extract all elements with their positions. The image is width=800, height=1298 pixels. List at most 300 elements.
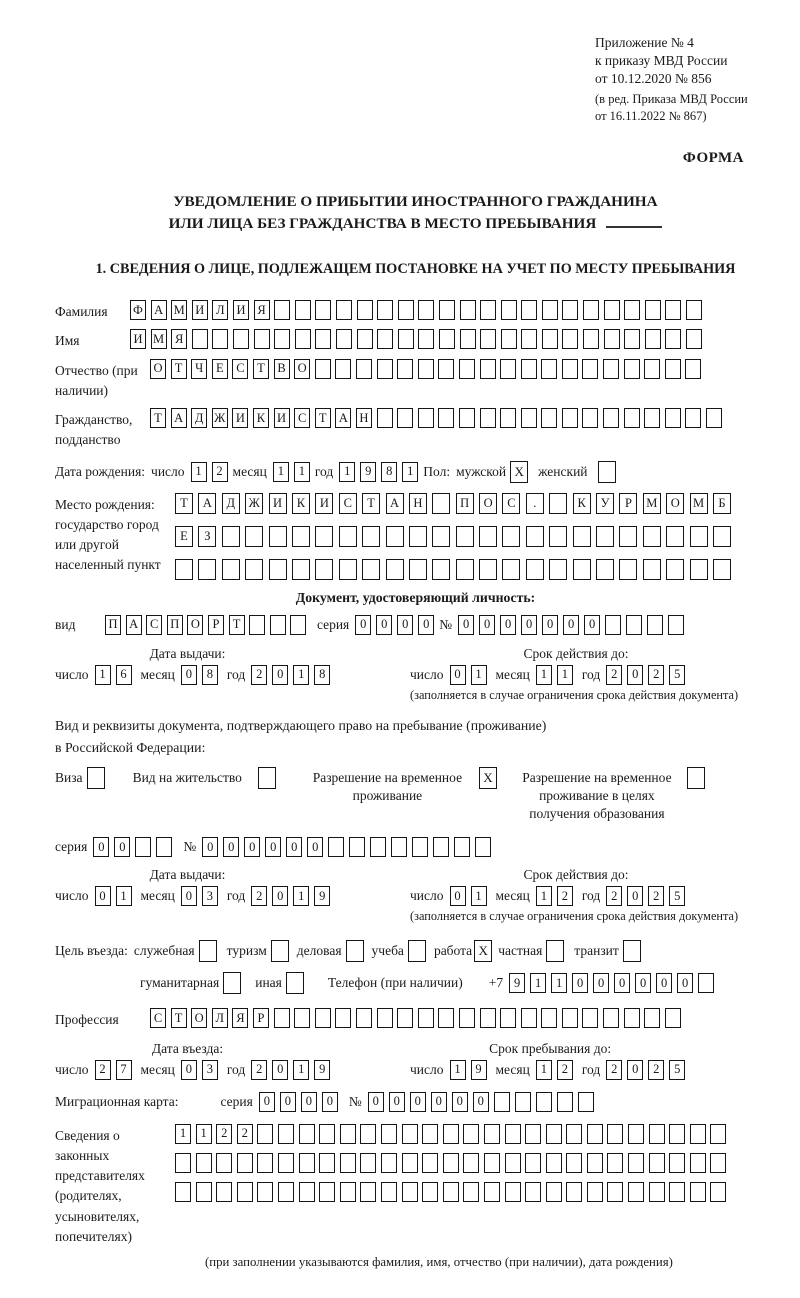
char-cell[interactable]: А <box>171 408 187 428</box>
char-cell[interactable] <box>349 837 365 857</box>
char-cell[interactable]: . <box>526 493 544 514</box>
purpose-study-checkbox[interactable] <box>408 940 426 962</box>
char-cell[interactable]: 0 <box>301 1092 317 1112</box>
char-cell[interactable] <box>502 526 520 547</box>
char-cell[interactable] <box>245 526 263 547</box>
char-cell[interactable] <box>278 1124 294 1144</box>
char-cell[interactable]: Л <box>212 1008 228 1028</box>
char-cell[interactable]: 1 <box>450 1060 466 1080</box>
char-cell[interactable]: 1 <box>293 665 309 685</box>
char-cell[interactable]: 2 <box>557 1060 573 1080</box>
char-cell[interactable] <box>526 559 544 580</box>
purpose-private-checkbox[interactable] <box>546 940 564 962</box>
char-cell[interactable] <box>643 559 661 580</box>
char-cell[interactable]: 1 <box>196 1124 212 1144</box>
char-cell[interactable]: 9 <box>314 886 330 906</box>
char-cell[interactable]: С <box>339 493 357 514</box>
char-cell[interactable]: Ч <box>191 359 207 379</box>
char-cell[interactable] <box>690 526 708 547</box>
char-cell[interactable] <box>596 559 614 580</box>
char-cell[interactable] <box>377 359 393 379</box>
char-cell[interactable]: 9 <box>471 1060 487 1080</box>
char-cell[interactable]: 0 <box>368 1092 384 1112</box>
char-cell[interactable] <box>274 1008 290 1028</box>
char-cell[interactable]: 0 <box>593 973 609 993</box>
char-cell[interactable] <box>315 300 331 320</box>
char-cell[interactable] <box>459 408 475 428</box>
char-cell[interactable]: 1 <box>557 665 573 685</box>
char-cell[interactable]: 2 <box>251 1060 267 1080</box>
char-cell[interactable]: 1 <box>293 1060 309 1080</box>
purpose-tourism-checkbox[interactable] <box>271 940 289 962</box>
char-cell[interactable]: 1 <box>293 886 309 906</box>
char-cell[interactable] <box>422 1182 438 1202</box>
char-cell[interactable] <box>603 408 619 428</box>
char-cell[interactable]: 0 <box>114 837 130 857</box>
char-cell[interactable]: 0 <box>272 886 288 906</box>
char-cell[interactable] <box>557 1092 573 1112</box>
char-cell[interactable]: 0 <box>563 615 579 635</box>
char-cell[interactable]: Т <box>229 615 245 635</box>
char-cell[interactable] <box>644 408 660 428</box>
char-cell[interactable] <box>315 1008 331 1028</box>
char-cell[interactable]: П <box>105 615 121 635</box>
char-cell[interactable]: 0 <box>307 837 323 857</box>
char-cell[interactable] <box>135 837 151 857</box>
char-cell[interactable] <box>438 408 454 428</box>
char-cell[interactable]: 0 <box>181 886 197 906</box>
char-cell[interactable]: 0 <box>572 973 588 993</box>
char-cell[interactable]: 7 <box>116 1060 132 1080</box>
char-cell[interactable]: Н <box>356 408 372 428</box>
char-cell[interactable]: Н <box>409 493 427 514</box>
char-cell[interactable]: 3 <box>202 1060 218 1080</box>
char-cell[interactable] <box>233 329 249 349</box>
char-cell[interactable] <box>500 1008 516 1028</box>
char-cell[interactable] <box>315 526 333 547</box>
char-cell[interactable] <box>624 300 640 320</box>
char-cell[interactable]: И <box>130 329 146 349</box>
char-cell[interactable] <box>439 329 455 349</box>
char-cell[interactable]: 0 <box>376 615 392 635</box>
char-cell[interactable]: 2 <box>216 1124 232 1144</box>
char-cell[interactable] <box>541 359 557 379</box>
char-cell[interactable] <box>578 1092 594 1112</box>
char-cell[interactable] <box>292 526 310 547</box>
char-cell[interactable]: 0 <box>627 665 643 685</box>
char-cell[interactable] <box>582 408 598 428</box>
char-cell[interactable] <box>665 300 681 320</box>
char-cell[interactable]: С <box>294 408 310 428</box>
char-cell[interactable]: 0 <box>452 1092 468 1112</box>
char-cell[interactable]: 0 <box>93 837 109 857</box>
char-cell[interactable]: 0 <box>677 973 693 993</box>
char-cell[interactable] <box>710 1124 726 1144</box>
char-cell[interactable] <box>370 837 386 857</box>
char-cell[interactable]: С <box>150 1008 166 1028</box>
char-cell[interactable]: И <box>274 408 290 428</box>
char-cell[interactable] <box>669 1182 685 1202</box>
char-cell[interactable] <box>460 329 476 349</box>
char-cell[interactable] <box>402 1124 418 1144</box>
sex-male-checkbox[interactable]: X <box>510 461 528 483</box>
char-cell[interactable] <box>665 1008 681 1028</box>
char-cell[interactable] <box>515 1092 531 1112</box>
char-cell[interactable]: 0 <box>244 837 260 857</box>
char-cell[interactable] <box>605 615 621 635</box>
char-cell[interactable] <box>357 329 373 349</box>
char-cell[interactable]: 0 <box>223 837 239 857</box>
char-cell[interactable] <box>521 1008 537 1028</box>
char-cell[interactable] <box>315 329 331 349</box>
char-cell[interactable] <box>432 559 450 580</box>
char-cell[interactable] <box>418 300 434 320</box>
char-cell[interactable]: С <box>232 359 248 379</box>
char-cell[interactable]: 5 <box>669 1060 685 1080</box>
char-cell[interactable]: 1 <box>471 886 487 906</box>
char-cell[interactable] <box>525 1182 541 1202</box>
char-cell[interactable] <box>360 1182 376 1202</box>
char-cell[interactable] <box>456 559 474 580</box>
char-cell[interactable] <box>624 1008 640 1028</box>
char-cell[interactable] <box>665 408 681 428</box>
char-cell[interactable] <box>583 329 599 349</box>
char-cell[interactable]: Т <box>171 1008 187 1028</box>
char-cell[interactable]: Д <box>222 493 240 514</box>
char-cell[interactable] <box>463 1124 479 1144</box>
char-cell[interactable] <box>566 1182 582 1202</box>
char-cell[interactable]: К <box>253 408 269 428</box>
char-cell[interactable] <box>685 408 701 428</box>
char-cell[interactable] <box>336 329 352 349</box>
char-cell[interactable]: Д <box>191 408 207 428</box>
char-cell[interactable] <box>274 329 290 349</box>
char-cell[interactable] <box>500 408 516 428</box>
char-cell[interactable]: 1 <box>402 462 418 482</box>
char-cell[interactable] <box>377 300 393 320</box>
char-cell[interactable] <box>607 1124 623 1144</box>
char-cell[interactable]: 0 <box>542 615 558 635</box>
char-cell[interactable] <box>433 837 449 857</box>
char-cell[interactable]: Т <box>175 493 193 514</box>
char-cell[interactable] <box>381 1124 397 1144</box>
char-cell[interactable] <box>274 300 290 320</box>
char-cell[interactable]: 0 <box>656 973 672 993</box>
char-cell[interactable] <box>198 559 216 580</box>
char-cell[interactable] <box>460 300 476 320</box>
char-cell[interactable] <box>685 359 701 379</box>
char-cell[interactable] <box>690 1124 706 1144</box>
char-cell[interactable] <box>381 1182 397 1202</box>
char-cell[interactable]: 0 <box>450 886 466 906</box>
char-cell[interactable] <box>562 359 578 379</box>
char-cell[interactable]: 0 <box>95 886 111 906</box>
char-cell[interactable] <box>328 837 344 857</box>
char-cell[interactable]: 0 <box>272 1060 288 1080</box>
char-cell[interactable] <box>480 1008 496 1028</box>
char-cell[interactable] <box>418 408 434 428</box>
char-cell[interactable]: 2 <box>648 886 664 906</box>
char-cell[interactable] <box>438 1008 454 1028</box>
char-cell[interactable] <box>480 329 496 349</box>
char-cell[interactable]: 0 <box>410 1092 426 1112</box>
char-cell[interactable] <box>619 526 637 547</box>
char-cell[interactable]: 0 <box>584 615 600 635</box>
char-cell[interactable]: 0 <box>627 886 643 906</box>
char-cell[interactable] <box>402 1182 418 1202</box>
char-cell[interactable] <box>339 526 357 547</box>
char-cell[interactable]: К <box>292 493 310 514</box>
char-cell[interactable]: Л <box>212 300 228 320</box>
char-cell[interactable]: Т <box>171 359 187 379</box>
char-cell[interactable] <box>669 1124 685 1144</box>
char-cell[interactable] <box>596 526 614 547</box>
char-cell[interactable]: 0 <box>614 973 630 993</box>
char-cell[interactable]: Я <box>254 300 270 320</box>
char-cell[interactable]: И <box>315 493 333 514</box>
char-cell[interactable]: Я <box>232 1008 248 1028</box>
sex-female-checkbox[interactable] <box>598 461 616 483</box>
char-cell[interactable] <box>315 359 331 379</box>
char-cell[interactable]: С <box>146 615 162 635</box>
char-cell[interactable] <box>216 1182 232 1202</box>
purpose-business-checkbox[interactable] <box>346 940 364 962</box>
char-cell[interactable] <box>628 1182 644 1202</box>
char-cell[interactable]: М <box>171 300 187 320</box>
char-cell[interactable]: А <box>198 493 216 514</box>
char-cell[interactable] <box>398 300 414 320</box>
char-cell[interactable] <box>356 1008 372 1028</box>
char-cell[interactable]: Ж <box>212 408 228 428</box>
char-cell[interactable]: А <box>335 408 351 428</box>
char-cell[interactable] <box>666 559 684 580</box>
char-cell[interactable]: А <box>386 493 404 514</box>
char-cell[interactable] <box>480 408 496 428</box>
char-cell[interactable]: 0 <box>272 665 288 685</box>
char-cell[interactable]: 9 <box>509 973 525 993</box>
char-cell[interactable] <box>362 559 380 580</box>
char-cell[interactable] <box>336 300 352 320</box>
char-cell[interactable] <box>494 1092 510 1112</box>
char-cell[interactable]: И <box>192 300 208 320</box>
char-cell[interactable]: 0 <box>500 615 516 635</box>
char-cell[interactable]: 8 <box>202 665 218 685</box>
char-cell[interactable] <box>319 1182 335 1202</box>
char-cell[interactable] <box>377 329 393 349</box>
char-cell[interactable]: Т <box>150 408 166 428</box>
char-cell[interactable]: 1 <box>530 973 546 993</box>
char-cell[interactable]: А <box>126 615 142 635</box>
char-cell[interactable] <box>502 559 520 580</box>
char-cell[interactable] <box>443 1124 459 1144</box>
char-cell[interactable] <box>257 1124 273 1144</box>
char-cell[interactable]: 8 <box>381 462 397 482</box>
char-cell[interactable] <box>604 300 620 320</box>
char-cell[interactable] <box>386 526 404 547</box>
char-cell[interactable] <box>583 300 599 320</box>
char-cell[interactable] <box>391 837 407 857</box>
char-cell[interactable]: 8 <box>314 665 330 685</box>
char-cell[interactable]: 2 <box>557 886 573 906</box>
char-cell[interactable] <box>542 329 558 349</box>
char-cell[interactable] <box>603 1008 619 1028</box>
char-cell[interactable]: 0 <box>431 1092 447 1112</box>
char-cell[interactable] <box>546 1182 562 1202</box>
char-cell[interactable]: 0 <box>521 615 537 635</box>
char-cell[interactable]: 2 <box>237 1124 253 1144</box>
char-cell[interactable] <box>479 526 497 547</box>
char-cell[interactable]: 0 <box>265 837 281 857</box>
char-cell[interactable]: Ж <box>245 493 263 514</box>
char-cell[interactable] <box>713 526 731 547</box>
char-cell[interactable]: 0 <box>322 1092 338 1112</box>
char-cell[interactable] <box>432 526 450 547</box>
char-cell[interactable] <box>690 1182 706 1202</box>
char-cell[interactable] <box>299 1182 315 1202</box>
char-cell[interactable] <box>587 1182 603 1202</box>
char-cell[interactable]: 2 <box>606 665 622 685</box>
char-cell[interactable]: 2 <box>606 886 622 906</box>
char-cell[interactable] <box>643 526 661 547</box>
char-cell[interactable]: 0 <box>397 615 413 635</box>
char-cell[interactable]: Б <box>713 493 731 514</box>
char-cell[interactable] <box>356 359 372 379</box>
char-cell[interactable] <box>409 526 427 547</box>
char-cell[interactable] <box>549 526 567 547</box>
char-cell[interactable] <box>340 1182 356 1202</box>
char-cell[interactable] <box>624 329 640 349</box>
char-cell[interactable] <box>294 1008 310 1028</box>
char-cell[interactable]: О <box>666 493 684 514</box>
char-cell[interactable] <box>212 329 228 349</box>
char-cell[interactable] <box>456 526 474 547</box>
char-cell[interactable] <box>418 359 434 379</box>
char-cell[interactable] <box>397 408 413 428</box>
char-cell[interactable] <box>398 329 414 349</box>
char-cell[interactable] <box>604 329 620 349</box>
char-cell[interactable]: 1 <box>273 462 289 482</box>
char-cell[interactable]: 0 <box>202 837 218 857</box>
char-cell[interactable] <box>335 359 351 379</box>
char-cell[interactable]: 0 <box>181 1060 197 1080</box>
char-cell[interactable] <box>607 1182 623 1202</box>
char-cell[interactable] <box>562 1008 578 1028</box>
char-cell[interactable]: П <box>456 493 474 514</box>
residence-permit-checkbox[interactable] <box>258 767 276 789</box>
char-cell[interactable]: 0 <box>450 665 466 685</box>
char-cell[interactable] <box>649 1182 665 1202</box>
char-cell[interactable] <box>713 559 731 580</box>
char-cell[interactable]: О <box>150 359 166 379</box>
char-cell[interactable] <box>245 559 263 580</box>
char-cell[interactable] <box>340 1124 356 1144</box>
char-cell[interactable]: 1 <box>551 973 567 993</box>
char-cell[interactable] <box>541 1008 557 1028</box>
char-cell[interactable]: О <box>191 1008 207 1028</box>
char-cell[interactable] <box>439 300 455 320</box>
char-cell[interactable] <box>549 493 567 514</box>
char-cell[interactable]: К <box>573 493 591 514</box>
char-cell[interactable]: М <box>690 493 708 514</box>
char-cell[interactable] <box>542 300 558 320</box>
char-cell[interactable] <box>196 1182 212 1202</box>
char-cell[interactable]: Т <box>315 408 331 428</box>
char-cell[interactable]: Т <box>253 359 269 379</box>
purpose-transit-checkbox[interactable] <box>623 940 641 962</box>
char-cell[interactable]: 1 <box>471 665 487 685</box>
char-cell[interactable] <box>549 559 567 580</box>
char-cell[interactable]: 1 <box>175 1124 191 1144</box>
char-cell[interactable] <box>690 559 708 580</box>
char-cell[interactable] <box>505 1124 521 1144</box>
char-cell[interactable] <box>484 1182 500 1202</box>
char-cell[interactable] <box>665 329 681 349</box>
char-cell[interactable] <box>377 1008 393 1028</box>
char-cell[interactable] <box>175 559 193 580</box>
char-cell[interactable]: 2 <box>212 462 228 482</box>
char-cell[interactable]: 9 <box>360 462 376 482</box>
char-cell[interactable] <box>686 300 702 320</box>
char-cell[interactable] <box>409 559 427 580</box>
char-cell[interactable] <box>644 359 660 379</box>
char-cell[interactable]: С <box>502 493 520 514</box>
char-cell[interactable]: 0 <box>389 1092 405 1112</box>
char-cell[interactable] <box>175 1182 191 1202</box>
char-cell[interactable] <box>587 1124 603 1144</box>
char-cell[interactable]: 0 <box>479 615 495 635</box>
char-cell[interactable] <box>299 1124 315 1144</box>
char-cell[interactable]: 2 <box>606 1060 622 1080</box>
char-cell[interactable] <box>649 1124 665 1144</box>
char-cell[interactable]: 0 <box>280 1092 296 1112</box>
temp-residence-education-checkbox[interactable] <box>687 767 705 789</box>
char-cell[interactable]: Р <box>208 615 224 635</box>
char-cell[interactable]: Т <box>362 493 380 514</box>
char-cell[interactable] <box>521 359 537 379</box>
char-cell[interactable]: 2 <box>251 665 267 685</box>
char-cell[interactable] <box>566 1124 582 1144</box>
char-cell[interactable] <box>644 1008 660 1028</box>
char-cell[interactable] <box>290 615 306 635</box>
char-cell[interactable]: М <box>151 329 167 349</box>
char-cell[interactable] <box>698 973 714 993</box>
char-cell[interactable] <box>562 329 578 349</box>
char-cell[interactable]: И <box>232 408 248 428</box>
char-cell[interactable] <box>357 300 373 320</box>
char-cell[interactable] <box>501 300 517 320</box>
char-cell[interactable]: 1 <box>191 462 207 482</box>
purpose-other-checkbox[interactable] <box>286 972 304 994</box>
char-cell[interactable]: О <box>187 615 203 635</box>
char-cell[interactable] <box>278 1182 294 1202</box>
char-cell[interactable] <box>463 1182 479 1202</box>
char-cell[interactable]: 1 <box>294 462 310 482</box>
char-cell[interactable] <box>443 1182 459 1202</box>
char-cell[interactable] <box>454 837 470 857</box>
char-cell[interactable] <box>432 493 450 514</box>
char-cell[interactable]: О <box>479 493 497 514</box>
char-cell[interactable] <box>249 615 265 635</box>
char-cell[interactable] <box>295 329 311 349</box>
char-cell[interactable] <box>475 837 491 857</box>
char-cell[interactable] <box>459 1008 475 1028</box>
char-cell[interactable]: 1 <box>536 1060 552 1080</box>
char-cell[interactable] <box>546 1124 562 1144</box>
char-cell[interactable]: О <box>294 359 310 379</box>
char-cell[interactable] <box>706 408 722 428</box>
char-cell[interactable] <box>573 526 591 547</box>
char-cell[interactable]: 6 <box>116 665 132 685</box>
